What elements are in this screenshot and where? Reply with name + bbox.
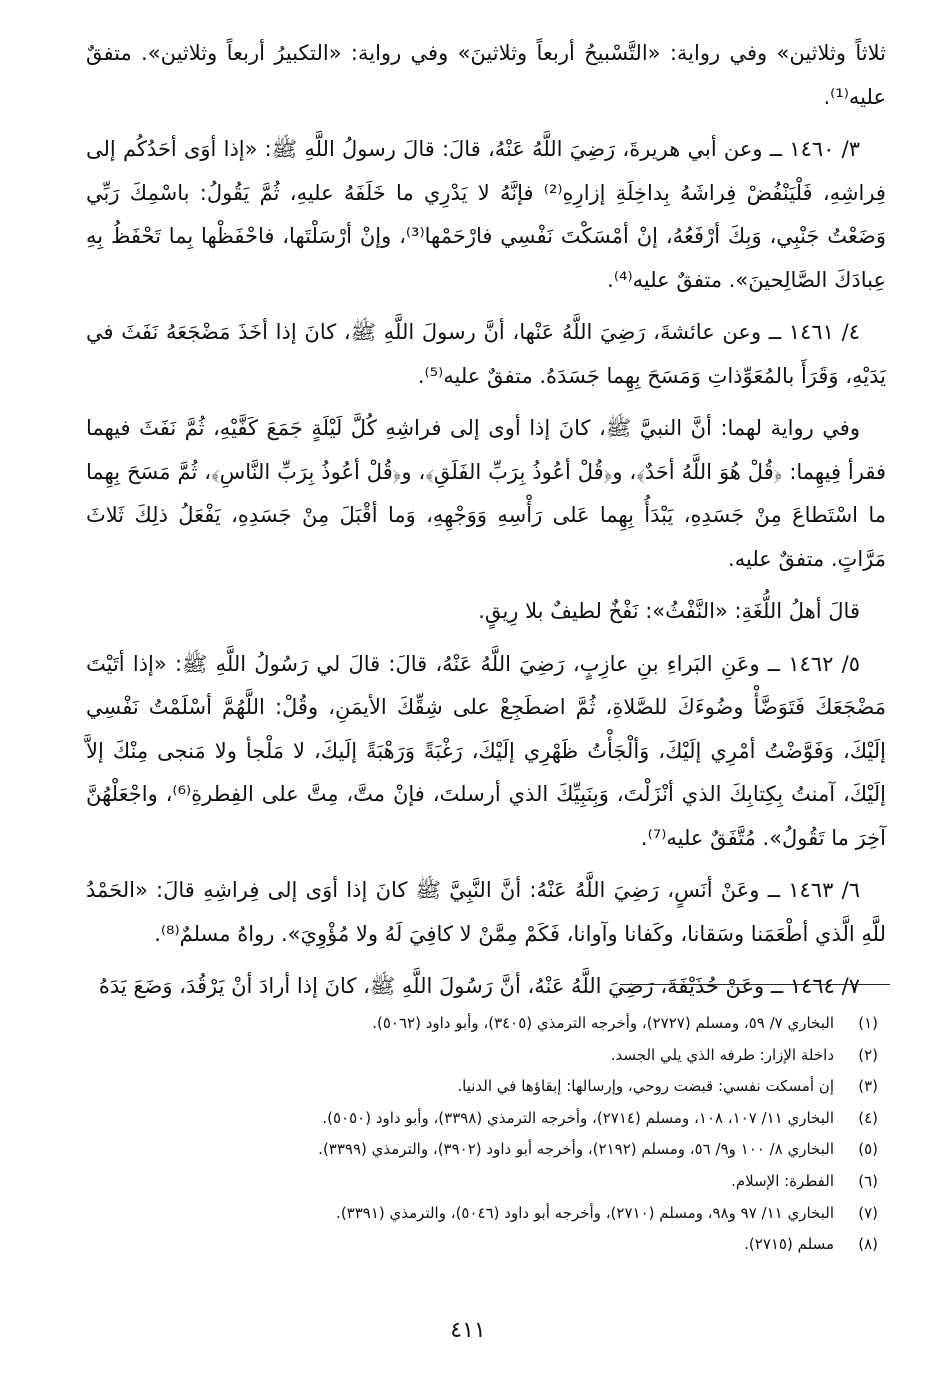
footnote-text: البخاري ٧/ ٥٩، ومسلم (٢٧٢٧)، وأخرجه الترمذي (٣٤٠٥)، وأبو داود (٥٠٦٢). xyxy=(372,1014,834,1032)
hadith-1460: ٣/ ١٤٦٠ ــ وعن أبي هريرةَ، رَضِيَ اللَّهُ عَنْهُ، قالَ: قالَ رسولُ اللَّهِ ﷺ: «إذا أوَى أحَدُكُم إلى فِراشِهِ، فَلْيَنْفُضْ فِراشَهُ بِداخِلَةِ إزارِهِ⁽²⁾ فإنَّهُ لا يَدْرِي ما خَلَفَهُ عليهِ، ثُمَّ يَقُولُ: باسْمِكَ رَبِّي وَضَعْتُ جَنْبِي، وَبِكَ أرْفَعُهُ، إنْ أمْسَكْتَ نَفْسِي فارْحَمْها⁽³⁾، وإنْ أرْسَلْتَها، فاحْفَظْها بِما تَحْفَظُ بِهِ عِبادَكَ الصَّالِحينَ». متفقٌ عليه⁽⁴⁾. xyxy=(86,137,886,292)
footnote-text: إن أمسكت نفسي: قبضت روحي، وإرسالها: إبقاؤها في الدنيا. xyxy=(457,1077,834,1096)
footnote-text: البخاري ١١/ ٩٧ و٩٨، ومسلم (٢٧١٠)، وأخرجه أبو داود (٥٠٤٦)، والترمذي (٣٣٩١). xyxy=(336,1203,834,1222)
language-note: قالَ أهلُ اللُّغَةِ: «النَّفْثُ»: نَفْخٌ لطيفٌ بلا رِيقٍ. xyxy=(478,599,860,623)
main-text xyxy=(86,32,886,1018)
hadith-1464: ٧/ ١٤٦٤ ــ وعَنْ حُذَيْفَةَ، رَضِيَ اللَّهُ عَنْهُ، أنَّ رَسُولَ اللَّهِ ﷺ، كانَ إذا أرادَ أنْ يَرْقُدَ، وَضَعَ يَدَهُ xyxy=(98,974,860,998)
footnote-number: (٨) xyxy=(858,1235,878,1254)
footnote-number: (٣) xyxy=(858,1077,878,1096)
footnote-number: (٥) xyxy=(858,1140,878,1159)
hadith-1462: ٥/ ١٤٦٢ ــ وعَنِ البَراءِ بنِ عازِبٍ، رَضِيَ اللَّهُ عَنْهُ، قالَ: قالَ لي رَسُولُ اللَّهِ ﷺ: «إذا أتَيْتَ مَضْجَعَكَ فَتَوَضَّأْ وضُوءَكَ للصَّلاةِ، ثُمَّ اضطَجِعْ على شِقِّكَ الأيمَنِ، وقُلْ: اللَّهُمَّ أسْلَمْتُ نَفْسِي إلَيْكَ، وَفَوَّضْتُ أمْرِي إلَيْكَ، وَألْجَأْتُ ظَهْرِي إلَيْكَ، رَغْبَةً وَرَهْبَةً إلَيكَ، لا مَلْجأ ولا مَنجى مِنْكَ إلاَّ إلَيْكَ، آمنتُ بِكِتابِكَ الذي أنْزَلْتَ، وَبِنَبِيِّكَ الذي أرسلتَ، فإنْ متَّ، مِتَّ على الفِطرةِ⁽⁶⁾، واجْعَلْهُنَّ آخِرَ ما تَقُولُ». مُتَّفَقٌ عليه⁽⁷⁾. xyxy=(86,651,886,850)
footnote-text: البخاري ١١/ ١٠٧، ١٠٨، ومسلم (٢٧١٤)، وأخرجه الترمذي (٣٣٩٨)، وأبو داود (٥٠٥٠). xyxy=(322,1108,834,1127)
footnote-number: (٢) xyxy=(858,1045,878,1064)
footnote-number: (٧) xyxy=(858,1203,878,1222)
footnote-text: الفطرة: الإسلام. xyxy=(731,1171,834,1190)
footnote-item xyxy=(120,1229,878,1261)
footnote-number: (٤) xyxy=(858,1108,878,1127)
footnote-item xyxy=(120,1103,878,1135)
footnote-text: مسلم (٢٧١٥). xyxy=(744,1235,834,1254)
footnote-divider xyxy=(620,984,890,985)
footnote-item xyxy=(120,1008,878,1040)
footnote-item xyxy=(120,1198,878,1230)
paragraph-continuation: ثلاثاً وثلاثين» وفي رواية: «التَّسْبيحُ أربعاً وثلاثينَ» وفي رواية: «التكبيرُ أربعاً وثلاثين». متفقٌ عليه⁽¹⁾. xyxy=(86,41,886,109)
footnote-item xyxy=(120,1071,878,1103)
hadith-1461-variant: وفي رواية لهما: أنَّ النبيَّ ﷺ، كانَ إذا أوى إلى فراشِهِ كُلَّ لَيْلَةٍ جَمَعَ كَفَّيْهِ، ثُمَّ نَفَثَ فيهما فقرأ فِيهِما: ﴿قُلْ هُوَ اللَّهُ أحَدٌ﴾، و﴿قُلْ أعُوذُ بِرَبِّ الفَلَقِ﴾، و﴿قُلْ أعُوذُ بِرَبِّ النَّاسِ﴾، ثُمَّ مَسَحَ بِهِما ما اسْتَطاعَ مِنْ جَسَدِهِ، يَبْدَأُ بِهِما عَلى رَأْسِهِ وَوَجْهِهِ، وَما أقْبَلَ مِنْ جَسَدِهِ، يَفْعَلُ ذلِكَ ثَلاثَ مَرَّاتٍ. متفقٌ عليه. xyxy=(86,416,886,571)
hadith-1463: ٦/ ١٤٦٣ ــ وعَنْ أنَسٍ، رَضِيَ اللَّهُ عَنْهُ: أنَّ النَّبِيَّ ﷺ كانَ إذا أوَى إلى فِراشِهِ قالَ: «الحَمْدُ للَّهِ الَّذي أطْعَمَنا وسَقانا، وكَفانا وآوانا، فَكَمْ مِمَّنْ لا كافِيَ لَهُ ولا مُؤْوِيَ». رواهُ مسلمٌ⁽⁸⁾. xyxy=(86,878,886,946)
footnote-text: داخلة الإزار: طرفه الذي يلي الجسد. xyxy=(610,1045,834,1064)
footnotes xyxy=(120,1008,878,1261)
page-number: ٤١١ xyxy=(450,1318,486,1343)
footnote-number: (٦) xyxy=(858,1171,878,1190)
hadith-1461: ٤/ ١٤٦١ ــ وعن عائشةَ، رَضِيَ اللَّهُ عَنْها، أنَّ رسولَ اللَّهِ ﷺ، كانَ إذا أخَذَ مَضْجَعَهُ نَفَثَ في يَدَيْهِ، وَقَرَأَ بالمُعَوِّذاتِ وَمَسَحَ بِهِما جَسَدَهُ. متفقٌ عليه⁽⁵⁾. xyxy=(86,320,886,388)
footnote-text: البخاري ٨/ ١٠٠ و٩/ ٥٦، ومسلم (٢١٩٢)، وأخرجه أبو داود (٣٩٠٢)، والترمذي (٣٣٩٩). xyxy=(318,1140,834,1159)
footnote-item xyxy=(120,1166,878,1198)
footnote-item xyxy=(120,1134,878,1166)
footnote-item xyxy=(120,1040,878,1072)
footnote-number: (١) xyxy=(858,1014,878,1032)
